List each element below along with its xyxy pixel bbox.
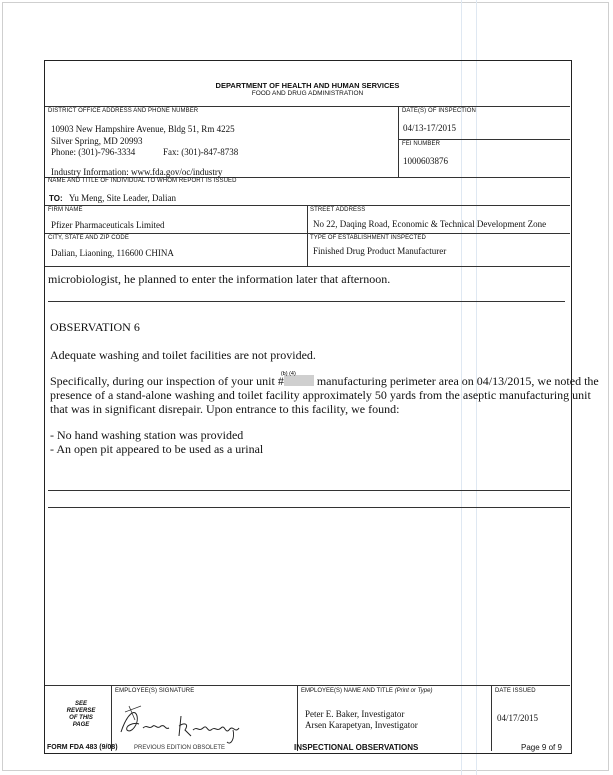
observation-detail-line2: presence of a stand-alone washing and toilet facility approximately 50 yards from the aseptic manufacturing unit [50,388,591,402]
street-address-label: STREET ADDRESS [310,207,366,213]
observation-statement: Adequate washing and toilet facilities are not provided. [50,348,316,362]
industry-info: Industry Information: www.fda.gov/oc/industry [51,167,223,177]
detail-text-part2: manufacturing perimeter area on 04/13/2015, we noted the [313,374,599,388]
inspection-dates-value: 04/13-17/2015 [403,123,456,133]
investigator-name: Arsen Karapetyan, Investigator [305,720,418,730]
detail-text-part1: Specifically, during our inspection of your unit # [50,374,284,388]
city-label: CITY, STATE AND ZIP CODE [48,235,129,241]
observation-heading: OBSERVATION 6 [50,320,140,334]
finding-item: - An open pit appeared to be used as a urinal [50,442,264,456]
firm-name-value: Pfizer Pharmaceuticals Limited [51,220,165,230]
form-number: FORM FDA 483 (9/08) [47,744,118,751]
agency-title: FOOD AND DRUG ADMINISTRATION [251,90,364,97]
city-value: Dalian, Liaoning, 116600 CHINA [51,248,174,258]
department-title: DEPARTMENT OF HEALTH AND HUMAN SERVICES [215,81,400,90]
district-address-line2: Silver Spring, MD 20993 [51,136,143,146]
signature-label: EMPLOYEE(S) SIGNATURE [115,688,195,694]
previous-edition-note: PREVIOUS EDITION OBSOLETE [134,745,226,751]
district-label: DISTRICT OFFICE ADDRESS AND PHONE NUMBER [48,108,199,114]
continuation-text: microbiologist, he planned to enter the information later that afternoon. [48,272,391,286]
employee-name-title-label: EMPLOYEE(S) NAME AND TITLE (Print or Type) [301,688,433,694]
observation-detail-line1 [50,371,599,388]
finding-item: - No hand washing station was provided [50,428,244,442]
see-reverse-note: SEE REVERSE OF THIS PAGE [66,701,96,728]
fei-number-value: 1000603876 [403,156,448,166]
fda-483-form [44,60,599,754]
district-address-line1: 10903 New Hampshire Avenue, Bldg 51, Rm 4225 [51,124,235,134]
district-phone: Phone: (301)-796-3334 [51,147,136,157]
firm-name-label: FIRM NAME [48,207,83,213]
date-issued-label: DATE ISSUED [495,688,536,694]
redaction-code: (b) (4) [280,371,296,377]
inspection-dates-label: DATE(S) OF INSPECTION [402,108,476,114]
to-prefix: TO: [49,194,63,203]
date-issued-value: 04/17/2015 [497,713,539,723]
investigator-name: Peter E. Baker, Investigator [305,709,405,719]
form-title: INSPECTIONAL OBSERVATIONS [294,743,419,752]
recipient-label: NAME AND TITLE OF INDIVIDUAL TO WHOM REPORT IS ISSUED [48,178,237,184]
district-fax: Fax: (301)-847-8738 [163,147,239,157]
fei-number-label: FEI NUMBER [402,141,441,147]
recipient-line [49,193,176,203]
signature-image [115,694,295,750]
establishment-type-label: TYPE OF ESTABLISHMENT INSPECTED [310,235,426,241]
street-address-value: No 22, Daqing Road, Economic & Technical Development Zone [313,219,547,229]
observation-detail-line3: that was in significant disrepair. Upon entrance to this facility, we found: [50,402,400,416]
establishment-type-value: Finished Drug Product Manufacturer [313,246,447,256]
page-number: Page 9 of 9 [521,743,562,752]
redaction-box [280,371,314,386]
recipient-value: Yu Meng, Site Leader, Dalian [68,193,176,203]
